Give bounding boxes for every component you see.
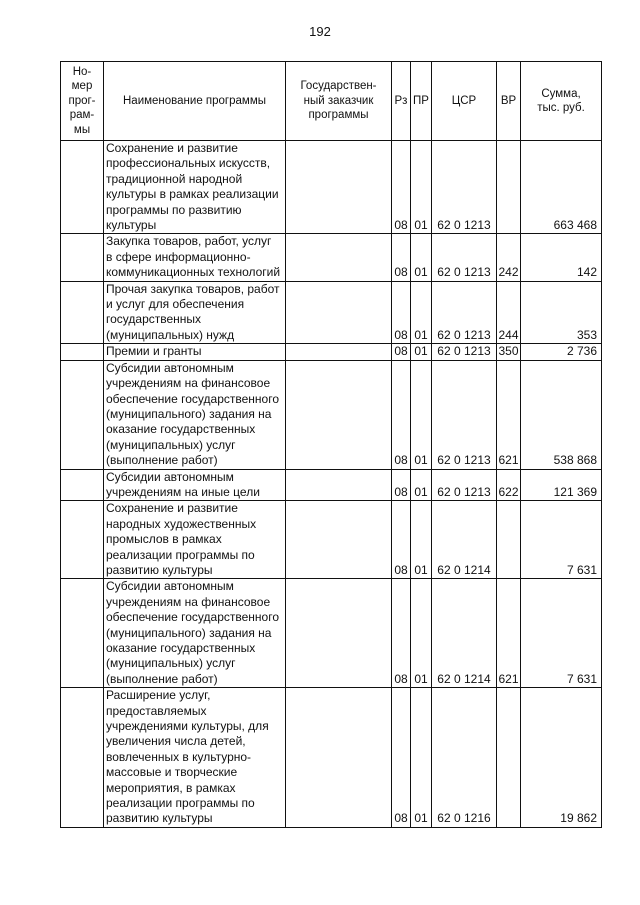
program-name-line: Субсидии автономным xyxy=(106,360,234,375)
program-name-line: культуры xyxy=(106,218,157,233)
rz-cell: 08 xyxy=(392,469,411,501)
vr-cell: 622 xyxy=(497,469,521,501)
header-csr xyxy=(432,62,497,141)
header-line: рам- xyxy=(69,109,95,122)
program-number-cell xyxy=(61,141,104,234)
rz-cell: 08 xyxy=(392,688,411,828)
program-name-cell xyxy=(104,234,286,281)
header-rz xyxy=(392,62,411,141)
program-name-line: промыслов в рамках xyxy=(106,532,222,547)
state-customer-cell xyxy=(286,360,392,469)
header-line: ный заказчик xyxy=(303,94,374,107)
header-line: тыс. руб. xyxy=(537,102,585,114)
sum-cell: 353 xyxy=(521,281,602,344)
program-name-cell xyxy=(104,141,286,234)
vr-cell: 621 xyxy=(497,360,521,469)
sum-cell: 121 369 xyxy=(521,469,602,501)
program-name-line: учреждениям на финансовое xyxy=(106,376,271,391)
program-name-line: учреждениям на финансовое xyxy=(106,594,271,609)
header-pr xyxy=(411,62,432,141)
state-customer-cell xyxy=(286,141,392,234)
header-line: Сумма, xyxy=(541,87,581,100)
table-row xyxy=(61,234,602,281)
header-line: Государствен- xyxy=(300,80,377,93)
program-name-line: (муниципального) задания на xyxy=(106,625,272,640)
csr-cell: 62 0 1213 xyxy=(432,344,497,360)
table-body xyxy=(61,141,602,828)
table-row xyxy=(61,688,602,828)
program-name-cell xyxy=(104,501,286,579)
program-number-cell xyxy=(61,344,104,360)
program-name-line: оказание государственных xyxy=(106,422,256,437)
program-name-line: реализации программы по xyxy=(106,796,255,811)
csr-cell: 62 0 1213 xyxy=(432,469,497,501)
program-number-cell xyxy=(61,501,104,579)
program-name-cell xyxy=(104,281,286,344)
table-row xyxy=(61,579,602,688)
program-name-line: реализации программы по xyxy=(106,547,255,562)
program-number-cell xyxy=(61,579,104,688)
pr-cell: 01 xyxy=(411,469,432,501)
vr-cell: 621 xyxy=(497,579,521,688)
header-line: Наименование программы xyxy=(123,94,266,107)
rz-cell: 08 xyxy=(392,360,411,469)
header-line: ПР xyxy=(413,94,429,107)
page-number: 192 xyxy=(309,24,331,39)
header-line: мы xyxy=(73,123,91,136)
header-line: ЦСР xyxy=(451,94,477,107)
program-name-line: обеспечение государственного xyxy=(106,391,279,406)
program-name-line: Прочая закупка товаров, работ xyxy=(106,281,280,296)
rz-cell: 08 xyxy=(392,579,411,688)
table-row xyxy=(61,344,602,360)
table-row xyxy=(61,360,602,469)
program-name-line: развитию культуры xyxy=(106,811,213,826)
vr-cell: 350 xyxy=(498,344,519,359)
program-name-line: Сохранение и развитие xyxy=(106,141,238,155)
sum-cell: 2 736 xyxy=(521,344,602,360)
header-line: Рз xyxy=(394,94,408,107)
state-customer-cell xyxy=(286,469,392,501)
program-name-line: (муниципального) задания на xyxy=(106,406,272,421)
rz-cell: 08 xyxy=(392,281,411,344)
header-vr xyxy=(497,62,521,141)
program-name-line: и услуг для обеспечения xyxy=(106,297,245,312)
pr-cell: 01 xyxy=(411,281,432,344)
program-name-line: (муниципальных) нужд xyxy=(106,327,235,342)
pr-cell: 01 xyxy=(411,360,432,469)
csr-cell: 62 0 1214 xyxy=(432,501,497,579)
program-number-cell xyxy=(61,281,104,344)
pr-cell: 01 xyxy=(411,579,432,688)
program-name-cell xyxy=(104,344,286,360)
program-number-cell xyxy=(61,469,104,501)
table-row xyxy=(61,281,602,344)
pr-cell: 01 xyxy=(411,344,432,360)
rz-cell: 08 xyxy=(392,141,411,234)
sum-cell: 19 862 xyxy=(521,688,602,828)
header-line: Но- xyxy=(72,65,92,78)
program-number-cell xyxy=(61,688,104,828)
program-name-line: Сохранение и развитие xyxy=(106,501,238,516)
program-name-line: учреждениями культуры, для xyxy=(106,719,269,734)
table-row xyxy=(61,141,602,234)
state-customer-cell xyxy=(286,688,392,828)
program-name-line: Закупка товаров, работ, услуг xyxy=(106,234,272,249)
program-name-line: обеспечение государственного xyxy=(106,610,279,625)
sum-cell: 663 468 xyxy=(521,141,602,234)
vr-cell xyxy=(497,688,521,828)
program-name-line: Субсидии автономным xyxy=(106,469,234,484)
rz-cell: 08 xyxy=(392,234,411,281)
header-program-number xyxy=(61,62,104,141)
header-state-customer xyxy=(286,62,392,141)
pr-cell: 01 xyxy=(411,234,432,281)
program-name-line: профессиональных искусств, xyxy=(106,156,271,171)
csr-cell: 62 0 1213 xyxy=(432,281,497,344)
rz-cell: 08 xyxy=(392,501,411,579)
state-customer-cell xyxy=(286,234,392,281)
vr-cell: 244 xyxy=(497,281,521,344)
program-name-line: традиционной народной xyxy=(106,171,243,186)
program-name-line: (выполнение работ) xyxy=(106,671,218,686)
program-name-line: коммуникационных технологий xyxy=(106,265,281,280)
state-customer-cell xyxy=(286,579,392,688)
program-name-cell xyxy=(104,469,286,501)
csr-cell: 62 0 1214 xyxy=(432,579,497,688)
header-line: прог- xyxy=(68,94,96,107)
header-line: ВР xyxy=(500,94,517,107)
state-customer-cell xyxy=(286,281,392,344)
header-line: мер xyxy=(71,80,93,93)
table-row xyxy=(61,501,602,579)
program-name-line: программы по развитию xyxy=(106,202,242,217)
vr-cell xyxy=(497,141,521,234)
program-name-line: народных художественных xyxy=(106,516,257,531)
program-name-line: Премии и гранты xyxy=(106,344,202,359)
table-row xyxy=(61,469,602,501)
pr-cell: 01 xyxy=(411,688,432,828)
csr-cell: 62 0 1213 xyxy=(432,234,497,281)
sum-cell: 142 xyxy=(521,234,602,281)
sum-cell: 7 631 xyxy=(521,579,602,688)
table-header-row xyxy=(61,62,602,141)
program-number-cell xyxy=(61,234,104,281)
program-name-line: (выполнение работ) xyxy=(106,453,218,468)
sum-cell: 538 868 xyxy=(521,360,602,469)
program-number-cell xyxy=(61,360,104,469)
program-name-line: культуры в рамках реализации xyxy=(106,187,279,202)
program-name-cell xyxy=(104,579,286,688)
program-name-line: в сфере информационно- xyxy=(106,249,251,264)
rz-cell: 08 xyxy=(392,344,411,360)
program-name-cell xyxy=(104,688,286,828)
header-sum xyxy=(521,62,602,141)
program-name-line: вовлеченных в культурно- xyxy=(106,749,252,764)
program-name-line: развитию культуры xyxy=(106,562,213,577)
state-customer-cell xyxy=(286,501,392,579)
program-name-line: мероприятия, в рамках xyxy=(106,780,236,795)
program-name-line: предоставляемых xyxy=(106,703,207,718)
header-program-name xyxy=(104,62,286,141)
csr-cell: 62 0 1213 xyxy=(432,360,497,469)
header-line: программы xyxy=(308,109,369,122)
csr-cell: 62 0 1213 xyxy=(432,141,497,234)
vr-cell xyxy=(497,501,521,579)
pr-cell: 01 xyxy=(411,501,432,579)
program-name-line: оказание государственных xyxy=(106,641,256,655)
program-name-line: Субсидии автономным xyxy=(106,579,234,594)
vr-cell: 242 xyxy=(497,234,521,281)
state-customer-cell xyxy=(286,344,392,360)
program-name-cell xyxy=(104,360,286,469)
budget-table xyxy=(60,61,602,828)
sum-cell: 7 631 xyxy=(521,501,602,579)
program-name-line: Расширение услуг, xyxy=(106,688,211,703)
program-name-line: учреждениям на иные цели xyxy=(106,484,260,499)
program-name-line: (муниципальных) услуг xyxy=(106,437,236,452)
program-name-line: (муниципальных) услуг xyxy=(106,656,236,671)
program-name-line: государственных xyxy=(106,312,202,327)
pr-cell: 01 xyxy=(411,141,432,234)
csr-cell: 62 0 1216 xyxy=(432,688,497,828)
program-name-line: увеличения числа детей, xyxy=(106,734,246,749)
program-name-line: массовые и творческие xyxy=(106,765,238,780)
